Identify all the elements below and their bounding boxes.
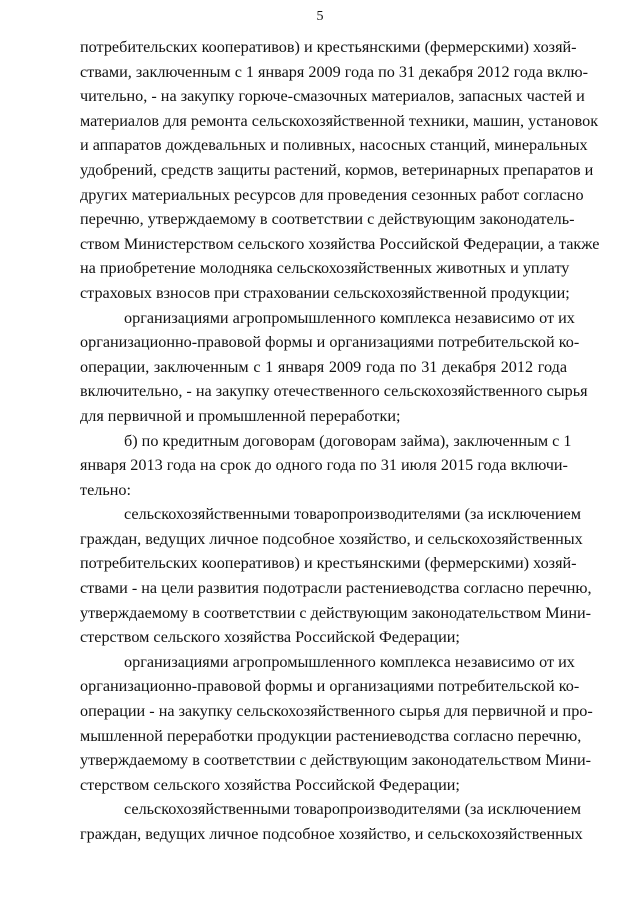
text-line: стерством сельского хозяйства Российской Федерации;	[80, 775, 460, 794]
text-line: сельскохозяйственными товаропроизводителями (за исключением	[124, 800, 581, 819]
text-line: ством Министерством сельского хозяйства Российской Федерации, а также	[80, 234, 600, 253]
text-line: перечню, утверждаемому в соответствии с действующим законодатель-	[80, 210, 575, 229]
paragraph-5	[80, 650, 593, 798]
text-line: сельскохозяйственными товаропроизводителями (за исключением	[124, 505, 581, 524]
text-line: утверждаемому в соответствии с действующим законодательством Мини-	[80, 603, 592, 622]
text-line: организациями агропромышленного комплекса независимо от их	[124, 652, 575, 671]
text-line: для первичной и промышленной переработки;	[80, 406, 401, 425]
paragraph-4	[80, 502, 592, 650]
text-line: граждан, ведущих личное подсобное хозяйство, и сельскохозяйственных	[80, 529, 583, 548]
text-line: организациями агропромышленного комплекса независимо от их	[124, 308, 575, 327]
text-line: января 2013 года на срок до одного года по 31 июля 2015 года включи-	[80, 456, 568, 475]
text-line: на приобретение молодняка сельскохозяйственных животных и уплату	[80, 259, 570, 278]
document-body	[80, 35, 600, 847]
text-line: потребительских кооперативов) и крестьянскими (фермерскими) хозяй-	[80, 554, 577, 573]
text-line: стерством сельского хозяйства Российской Федерации;	[80, 628, 460, 647]
text-line: б) по кредитным договорам (договорам займа), заключенным с 1	[124, 431, 572, 450]
page-number: 5	[316, 9, 324, 24]
paragraph-1	[80, 35, 600, 306]
paragraph-6	[80, 797, 583, 846]
text-line: материалов для ремонта сельскохозяйственной техники, машин, установок	[80, 111, 599, 130]
text-line: граждан, ведущих личное подсобное хозяйство, и сельскохозяйственных	[80, 825, 583, 843]
text-line: включительно, - на закупку отечественного сельскохозяйственного сырья	[80, 382, 588, 401]
text-line: чительно, - на закупку горюче-смазочных материалов, запасных частей и	[80, 87, 585, 106]
text-line: операции, заключенным с 1 января 2009 года по 31 декабря 2012 года	[80, 357, 567, 376]
text-line: других материальных ресурсов для проведения сезонных работ согласно	[80, 185, 584, 204]
paragraph-2	[80, 306, 588, 429]
text-line: потребительских кооперативов) и крестьянскими (фермерскими) хозяй-	[80, 38, 577, 56]
text-line: страховых взносов при страховании сельскохозяйственной продукции;	[80, 283, 570, 302]
text-line: организационно-правовой формы и организациями потребительской ко-	[80, 333, 580, 352]
text-line: удобрений, средств защиты растений, кормов, ветеринарных препаратов и	[80, 160, 594, 179]
text-line: мышленной переработки продукции растениеводства согласно перечню,	[80, 726, 582, 745]
paragraph-3	[80, 429, 572, 503]
text-line: ствами - на цели развития подотрасли растениеводства согласно перечню,	[80, 579, 592, 598]
text-line: организационно-правовой формы и организациями потребительской ко-	[80, 677, 580, 696]
text-line: операции - на закупку сельскохозяйственного сырья для первичной и про-	[80, 702, 593, 721]
text-line: и аппаратов дождевальных и поливных, насосных станций, минеральных	[80, 136, 588, 155]
text-line: ствами, заключенным с 1 января 2009 года по 31 декабря 2012 года вклю-	[80, 62, 589, 81]
text-line: утверждаемому в соответствии с действующим законодательством Мини-	[80, 751, 592, 770]
text-line: тельно:	[80, 480, 131, 499]
